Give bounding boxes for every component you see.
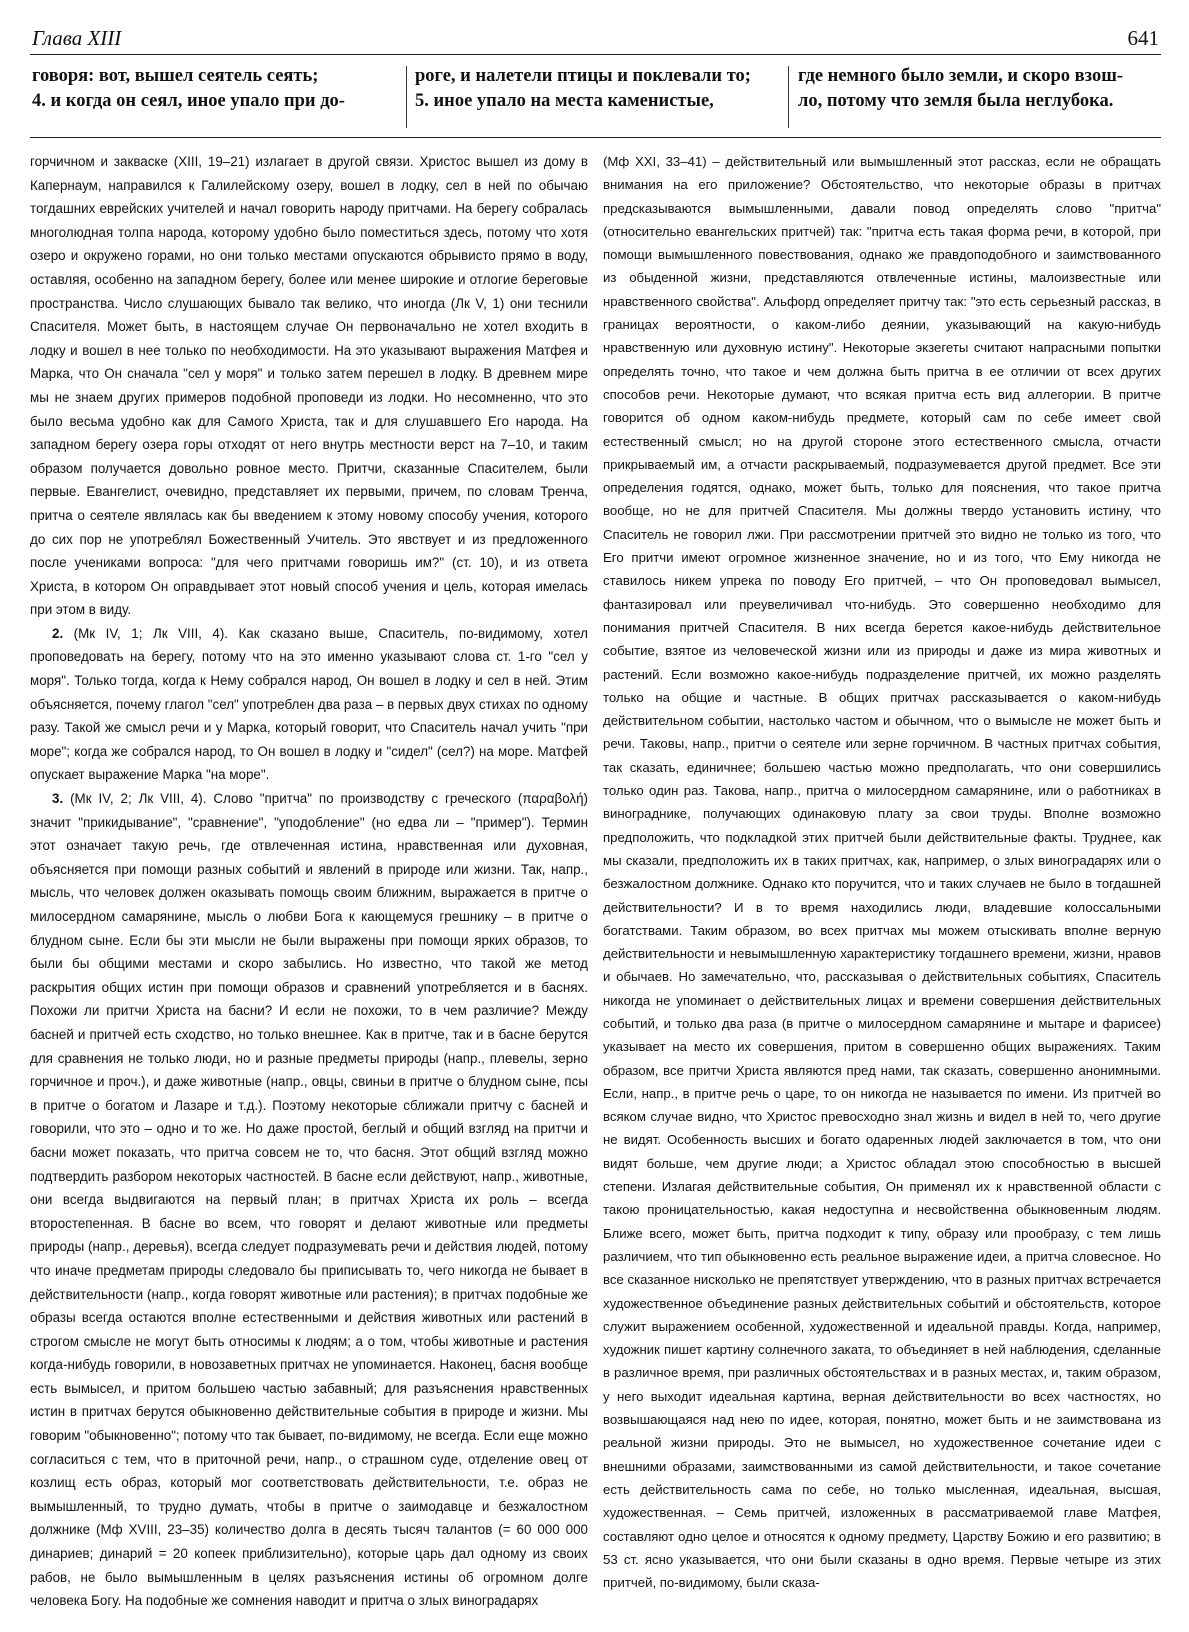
verse-line: 4. и когда он сеял, иное упало при до-: [32, 91, 345, 111]
scripture-verses: [30, 64, 1161, 130]
commentary-paragraph: горчичном и закваске (XIII, 19–21) излагает в другой связи. Христос вышел из дому в Капернаум, направился к Галилейскому озеру, вошел в лодку, сел в ней по обычаю тогдашних еврейских учителей и начал говорить народу притчами. На берегу собралась многолюдная толпа народа, которому удобно было поместиться здесь, потому что хотя озеро и окружено горами, но они только местами опускаются обрывисто прямо в воду, оставляя, особенно на западном берегу, более или менее широкие и отлогие береговые пространства. Число слушающих бывало так велико, что иногда (Лк V, 1) они теснили Спасителя. Может быть, в настоящем случае Он первоначально не хотел входить в лодку и вошел в нее только по необходимости. На это указывают выражения Матфея и Марка, что Он сначала "сел у моря" и только затем перешел в лодку. В древнем мире мы не знаем других примеров подобной проповеди из лодки. Но несомненно, что это было весьма удобно как для Самого Христа, так и для слушавшего Его народа. На западном берегу озера горы отходят от него внутрь местности верст на 7–10, и таким образом получается довольно ровное место. Притчи, сказанные Спасителем, были первые. Евангелист, очевидно, представляет их первыми, причем, по словам Тренча, притча о сеятеле являлась как бы введением к этому новому способу учения, которого до сих пор не употреблял Божественный Учитель. Это явствует и из предложенного после учениками вопроса: "для чего притчами говоришь им?" (ст. 10), и из ответа Христа, в котором Он оправдывает этот новый способ учения и цель, которая имелась при этом в виду.: [30, 154, 588, 618]
verse-column-divider: [788, 66, 789, 128]
page: [30, 20, 1161, 1620]
paragraph-number: 3.: [52, 791, 64, 807]
commentary-paragraph: [30, 622, 588, 787]
paragraph-text: (Мк IV, 1; Лк VIII, 4). Как сказано выше, Спаситель, по-видимому, хотел проповедовать на берегу, потому что на это именно указывают слова ст. 1-го "сел у моря". Только тогда, когда к Нему собрался народ, Он вошел в лодку и сел в ней. Этим объясняется, почему глагол "сел" употреблен два раза – в первых двух стихах по одному разу. Такой же смысл речи и у Марка, который говорит, что Спаситель начал учить "при море"; когда же собрался народ, то Он вошел в лодку и "сидел" (сел?) на море. Матфей опускает выражение Марка "на море".: [30, 625, 588, 783]
verse-line: ло, потому что земля была неглубока.: [798, 91, 1114, 111]
verse-line: 5. иное упало на места каменистые,: [415, 91, 714, 111]
verse-column-2: [415, 64, 785, 114]
commentary-paragraph: (Мф XXI, 33–41) – действительный или вымышленный этот рассказ, если не обращать внимания на его приложение? Обстоятельство, что некоторые образы в притчах предсказываются вымышленными, давали повод определять слово "притча" (относительно евангельских притчей) так: "притча есть такая форма речи, в которой, при помощи вымышленного повествования, однако же правдоподобного и заимствованного из обыденной жизни, представляются отвлеченные истины, малоизвестные или нравственного свойства". Альфорд определяет притчу так: "это есть серьезный рассказ, в границах вероятности, о каком-либо деянии, указывающий на какую-нибудь нравственную или духовную истину". Некоторые экзегеты считают напрасными попытки определять точно, что такое и чем должна быть притча в ее отличии от всех других способов речи. Некоторые думают, что всякая притча есть вид аллегории. В притче говорится об одном каком-нибудь предмете, который сам по себе имеет свой естественный смысл; но на другой стороне этого естественного смысла, отчасти прикрываемый им, а отчасти раскрываемый, подразумевается другой предмет. Все эти определения годятся, однако, может быть, только для пояснения, что такое притча вообще, но не для притчей Спасителя. Мы должны твердо установить истину, что Спаситель не говорил лжи. При рассмотрении притчей это видно не только из того, что Его притчи имеют огромное жизненное значение, но и из того, что Ему никогда не ставилось никем упрека по поводу Его притчей, – что Он проповедовал вымысел, фантазировал или преувеличивал что-нибудь. Это совершенно необходимо для понимания притчей Спасителя. В них всегда берется какое-нибудь действительное событие, взятое из человеческой жизни или из природы и даже из мира животных и растений. Если возможно какое-нибудь подразделение притчей, их можно разделять только на общие и частные. В общих притчах рассказывается о каком-нибудь действительном событии, настолько частом и обычном, что о вымысле не может быть и речи. Таковы, напр., притчи о сеятеле или зерне горчичном. В частных притчах события, так сказать, единичнее; большею частью можно предполагать, что они совершились только один раз. Такова, напр., притча о милосердном самарянине, или о работниках в винограднике, получающих одинаковую плату за свои труды. Вполне возможно предположить, что подкладкой этих притчей были действительные факты. Труднее, как мы сказали, предположить их в таких притчах, как, например, о злых виноградарях или о безжалостном должнике. Однако кто поручится, что и таких случаев не было в тогдашней действительности? И в то время находились люди, владевшие колоссальными богатствами. Таким образом, во всех притчах мы можем отыскивать вполне верную действительности и невымышленную характеристику тогдашнего времени, жизни, нравов и обычаев. Но замечательно, что, рассказывая о действительных событиях, Спаситель никогда не упоминает о действительных лицах и времени совершения действительных событий, и только два раза (в притче о милосердном самарянине и мытаре и фарисее) указывает на место их совершения, притом в совершенно общих выражениях. Таким образом, все притчи Христа являются пред нами, так сказать, совершенно анонимными. Если, напр., в притче речь о царе, то он никогда не называется по имени. Из притчей во всяком случае видно, что Христос превосходно знал жизнь и видел в ней то, чего другие не видят. Особенность высших и богато одаренных людей заключается в том, что они видят больше, чем другие люди; а Христос обладал этою способностью в высшей степени. Излагая действительные события, Он применял их к нравственной области с такою проницательностью, какая недоступна и несвойственна обыкновенным людям. Ближе всего, может быть, притча подходит к типу, образу или прообразу, с тем лишь различием, что тип обыкновенно есть реальное выражение идеи, а притча словесное. Но все сказанное нисколько не препятствует утверждению, что в разных притчах встречается художественное объединение разных действительных событий и обстоятельств, которое служит выражением особенной, художественной и идеальной правды. Когда, например, художник пишет картину солнечного заката, то объединяет в ней наблюдения, сделанные в различное время, при различных обстоятельствах и в разных местах, и, таким образом, у него выходит идеальная картина, верная действительности во всех частностях, но возвышающаяся над нею по идее, которая, понятно, может быть и не заимствована из реальной жизни природы. Это не вымысел, но художественное сочетание идеи с внешними образами, заимствованными из самой действительности, и такое сочетание есть действительность сама по себе, но только мысленная, идеальная, высшая, художественная. – Семь притчей, изложенных в рассматриваемой главе Матфея, составляют одно целое и относятся к одному предмету, Царству Божию и его развитию; в 53 ст. ясно указывается, что они были сказаны в одно время. Первые четыре из этих притчей, по-видимому, были сказа-: [603, 154, 1161, 1591]
verse-line: говоря: вот, вышел сеятель сеять;: [32, 66, 319, 86]
verse-line: роге, и налетели птицы и поклевали то;: [415, 66, 751, 86]
paragraph-number: 2.: [52, 625, 64, 641]
commentary-paragraph: [30, 787, 588, 1613]
verse-line: где немного было земли, и скоро взош-: [798, 66, 1124, 86]
page-number: 641: [1127, 26, 1159, 50]
verse-column-3: [798, 64, 1160, 114]
verse-column-1: [32, 64, 402, 114]
commentary-right-column: [603, 150, 1161, 1594]
verse-column-divider: [406, 66, 407, 128]
paragraph-text: (Мк IV, 2; Лк VIII, 4). Слово "притча" по производству с греческого (παραβολή) значит "прикидывание", "сравнение", "уподобление" (но едва ли – "пример"). Термин этот означает такую речь, где отвлеченная истина, нравственная или духовная, объясняется при помощи разных событий и явлений в природе или жизни. Так, напр., мысль, что человек должен оказывать помощь своим ближним, выражается в притче о милосердном самарянине, мысль о любви Бога к кающемуся грешнику – в притче о блудном сыне. Если бы эти мысли не были выражены при помощи ярких образов, то были бы общими местами и скоро забылись. Но известно, что такой же метод раскрытия общих истин при помощи образов и сравнений употребляется и в баснях. Похожи ли притчи Христа на басни? И если не похожи, то в чем различие? Между басней и притчей есть сходство, но только внешнее. Как в притче, так и в басне берутся для сравнения не только люди, но и разные предметы природы (напр., плевелы, зерно горчичное и проч.), и даже животные (напр., овцы, свиньи в притче о блудном сыне, псы в притче о богатом и Лазаре и т.д.). Поэтому некоторые сближали притчу с басней и говорили, что это – одно и то же. Но даже простой, беглый и общий взгляд на притчи и басни может показать, что притча совсем не то, что басня. Этот общий взгляд можно подтвердить разбором некоторых частностей. В басне если действуют, напр., животные, они всегда выдвигаются на первый план; в притчах Христа их роль – всегда второстепенная. В басне во всем, что говорят и делают животные или предметы природы (напр., деревья), всегда следует подразумевать речи и действия людей, потому что иначе предметам природы следовало бы приписывать то, чего никогда не бывает в действительности (напр., когда говорят животные или растения); в притчах подобные же образы всегда остаются вполне естественными и действия животных или растений в строгом смысле не могут быть относимы к людям; а о том, чтобы животные и растения когда-нибудь говорили, в новозаветных притчах не упоминается. Наконец, басня вообще есть вымысел, и притом большею частью забавный; для разъяснения нравственных истин в притчах берутся обыкновенно действительные события в природе и жизни. Мы говорим "обыкновенно"; потому что так бывает, по-видимому, не всегда. Если еще можно согласиться с тем, что в приточной речи, напр., о страшном суде, отделение овец от козлищ есть образ, который мог соответствовать действительности, т.е. образ не вымышленный, то трудно думать, чтобы в притче о заимодавце и безжалостном должнике (Мф XVIII, 23–35) количество долга в десять тысяч талантов (= 60 000 000 динариев; динарий = 20 копеек приблизительно), которые царь дал одному из своих рабов, не было вымышленным в целях разъяснения истины об огромном долге человека Богу. На подобные же сомнения наводит и притча о злых виноградарях: [30, 791, 588, 1609]
commentary-left-column: [30, 150, 588, 1613]
header-rule: [30, 54, 1161, 55]
chapter-title: Глава XIII: [32, 26, 122, 50]
verses-rule: [30, 137, 1161, 138]
